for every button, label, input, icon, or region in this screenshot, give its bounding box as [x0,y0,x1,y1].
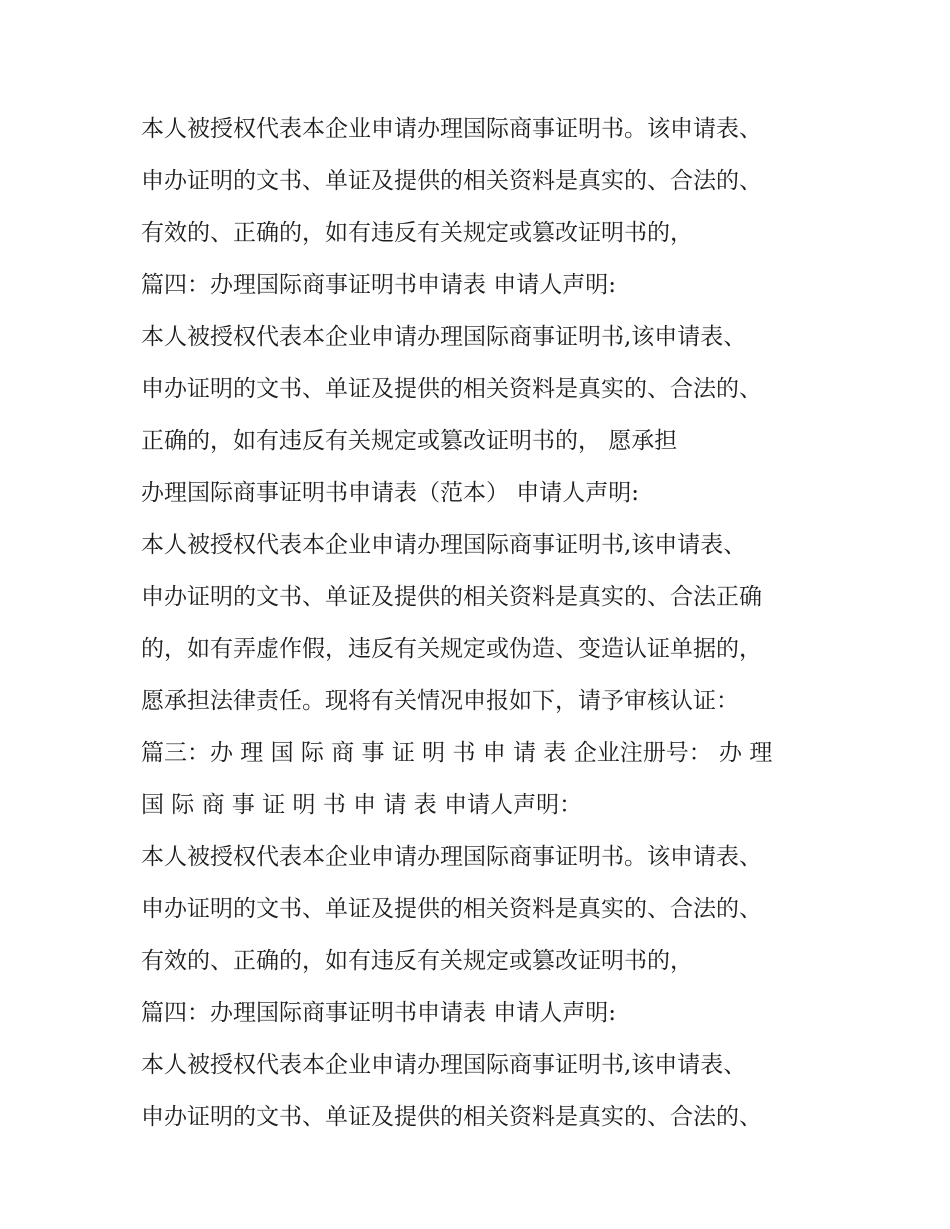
section-heading: 篇四：办理国际商事证明书申请表 申请人声明: [141,1000,617,1026]
text-line: 有效的、正确的，如有违反有关规定或篡改证明书的， [141,220,693,246]
text-line: 申办证明的文书、单证及提供的相关资料是真实的、合法的、 [141,1104,762,1130]
section-heading: 篇三：办 理 国 际 商 事 证 明 书 申 请 表 企业注册号： 办 理 [141,740,773,766]
section-heading: 国 际 商 事 证 明 书 申 请 表 申请人声明： [141,792,583,818]
text-line: 本人被授权代表本企业申请办理国际商事证明书,该申请表、 [141,532,747,558]
text-line: 的，如有弄虚作假，违反有关规定或伪造、变造认证单据的， [141,636,762,662]
text-line: 本人被授权代表本企业申请办理国际商事证明书,该申请表、 [141,324,747,350]
section-heading: 办理国际商事证明书申请表（范本） 申请人声明: [141,480,640,506]
text-line: 本人被授权代表本企业申请办理国际商事证明书,该申请表、 [141,1052,747,1078]
text-line: 申办证明的文书、单证及提供的相关资料是真实的、合法的、 [141,896,762,922]
text-line: 有效的、正确的，如有违反有关规定或篡改证明书的， [141,948,693,974]
text-line: 申办证明的文书、单证及提供的相关资料是真实的、合法正确 [141,584,762,610]
text-line: 申办证明的文书、单证及提供的相关资料是真实的、合法的、 [141,168,762,194]
text-line: 本人被授权代表本企业申请办理国际商事证明书。该申请表、 [141,116,762,142]
text-line: 本人被授权代表本企业申请办理国际商事证明书。该申请表、 [141,844,762,870]
section-heading: 篇四：办理国际商事证明书申请表 申请人声明: [141,272,617,298]
text-line: 正确的，如有违反有关规定或篡改证明书的， 愿承担 [141,428,678,454]
text-line: 申办证明的文书、单证及提供的相关资料是真实的、合法的、 [141,376,762,402]
text-line: 愿承担法律责任。现将有关情况申报如下，请予审核认证： [141,688,739,714]
document-body [141,103,831,1143]
